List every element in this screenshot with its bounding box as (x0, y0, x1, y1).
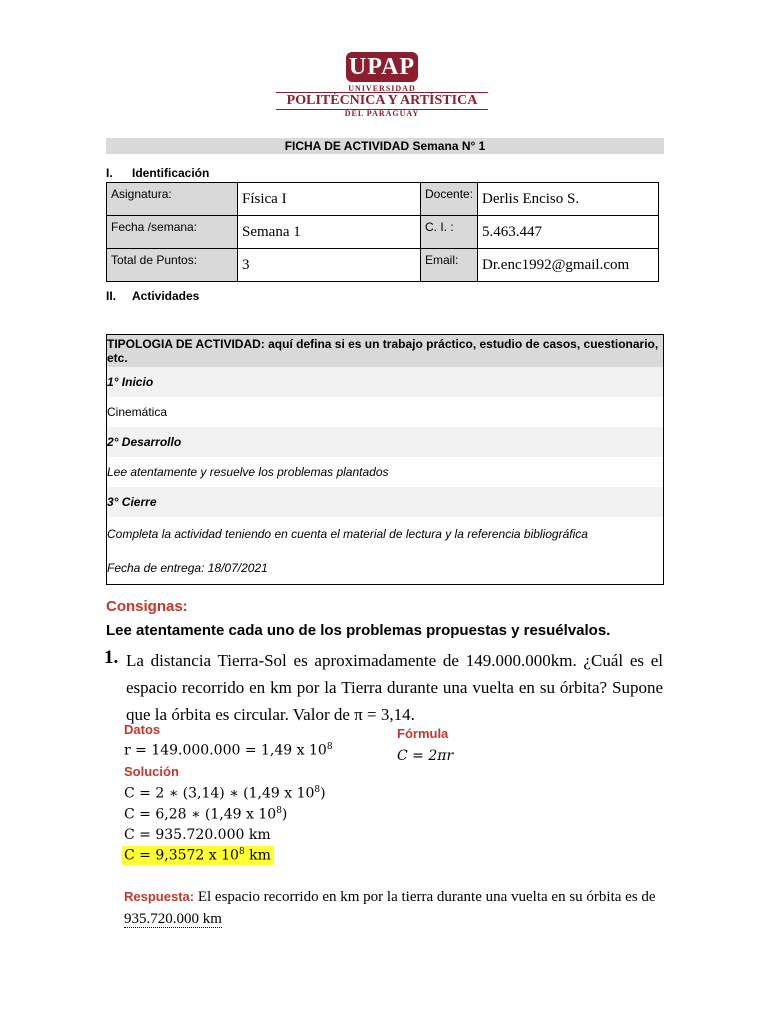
email-value: Dr.enc1992@gmail.com (478, 249, 659, 282)
ficha-title: FICHA DE ACTIVIDAD Semana N° 1 (106, 138, 664, 154)
puntos-label: Total de Puntos: (107, 249, 238, 282)
ci-value: 5.463.447 (478, 216, 659, 249)
datos-label: Datos (124, 722, 161, 737)
step4-exponent: 8 (238, 847, 245, 857)
step4-text: C = 9,3572 x 10 (124, 847, 239, 864)
table-row (107, 249, 659, 282)
consignas-title: Consignas: (106, 598, 188, 615)
logo-line-paraguay: DEL PARAGUAY (344, 109, 420, 118)
ci-label: C. I. : (421, 216, 478, 249)
activities-box (106, 334, 664, 585)
problem-statement: La distancia Tierra-Sol es aproximadamente de 149.000.000km. ¿Cuál es el espacio recorrido en km por la Tierra durante una vuelta en su órbita? Supone que la órbita es circular. Valor de π = 3,14. (126, 651, 663, 724)
table-row (107, 216, 659, 249)
solucion-label: Solución (124, 764, 179, 779)
step2-exponent: 8 (276, 806, 282, 816)
cierre-label: 3° Cierre (107, 487, 663, 517)
desarrollo-label: 2° Desarrollo (107, 427, 663, 457)
consignas-lead: Lee atentamente cada uno de los problemas propuestas y resuélvalos. (106, 622, 611, 639)
formula-label: Fórmula (397, 726, 449, 741)
logo-line-universidad: UNIVERSIDAD (348, 84, 416, 93)
table-row (107, 183, 659, 216)
step2-end: ) (281, 806, 288, 823)
desarrollo-text: Lee atentamente y resuelve los problemas plantados (107, 465, 389, 479)
step4-end: km (244, 847, 271, 864)
section-title: Identificación (132, 166, 210, 180)
formula-equation: C = 2πr (397, 748, 454, 764)
solution-step-2 (124, 806, 287, 823)
asignatura-label: Asignatura: (107, 183, 238, 216)
respuesta-text: El espacio recorrido en km por la tierra durante una vuelta en su órbita es de (194, 889, 656, 905)
datos-equation (124, 742, 333, 759)
asignatura-value: Física I (238, 183, 421, 216)
section-actividades-heading (106, 289, 199, 303)
section-identificacion-heading (106, 166, 209, 180)
university-logo (276, 52, 488, 120)
inicio-text: Cinemática (107, 405, 168, 419)
problem-number: 1. (104, 647, 119, 668)
step2-text: C = 6,28 ∗ (1,49 x 10 (124, 806, 277, 823)
solution-step-1 (124, 785, 326, 802)
step1-text: C = 2 ∗ (3,14) ∗ (1,49 x 10 (124, 785, 315, 802)
datos-eq-text: r = 149.000.000 = 1,49 x 10 (124, 742, 327, 759)
puntos-value: 3 (238, 249, 421, 282)
respuesta-paragraph (124, 886, 664, 930)
step1-exponent: 8 (314, 785, 321, 795)
solution-step-4-highlighted (122, 846, 274, 865)
fecha-value: Semana 1 (238, 216, 421, 249)
section-number: II. (106, 289, 117, 303)
cierre-text: Completa la actividad teniendo en cuenta el material de lectura y la referencia bibliográfica (107, 527, 588, 541)
logo-line-politecnica: POLITÉCNICA Y ARTÍSTICA (276, 92, 488, 110)
section-number: I. (106, 166, 113, 180)
section-title: Actividades (132, 289, 200, 303)
tipologia-row: TIPOLOGIA DE ACTIVIDAD: aquí defina si es un trabajo práctico, estudio de casos, cuestionario, etc. (107, 335, 663, 367)
inicio-label: 1° Inicio (107, 367, 663, 397)
email-label: Email: (421, 249, 478, 282)
logo-acronym: UPAP (346, 52, 418, 82)
respuesta-label: Respuesta: (124, 889, 195, 904)
docente-value: Derlis Enciso S. (478, 183, 659, 216)
step1-end: ) (320, 785, 326, 802)
datos-eq-exponent: 8 (326, 742, 333, 752)
docente-label: Docente: (421, 183, 478, 216)
identification-table (106, 182, 659, 282)
solution-step-3: C = 935.720.000 km (124, 827, 271, 843)
respuesta-value: 935.720.000 km (124, 911, 222, 927)
fecha-label: Fecha /semana: (107, 216, 238, 249)
fecha-entrega: Fecha de entrega: 18/07/2021 (107, 561, 268, 575)
